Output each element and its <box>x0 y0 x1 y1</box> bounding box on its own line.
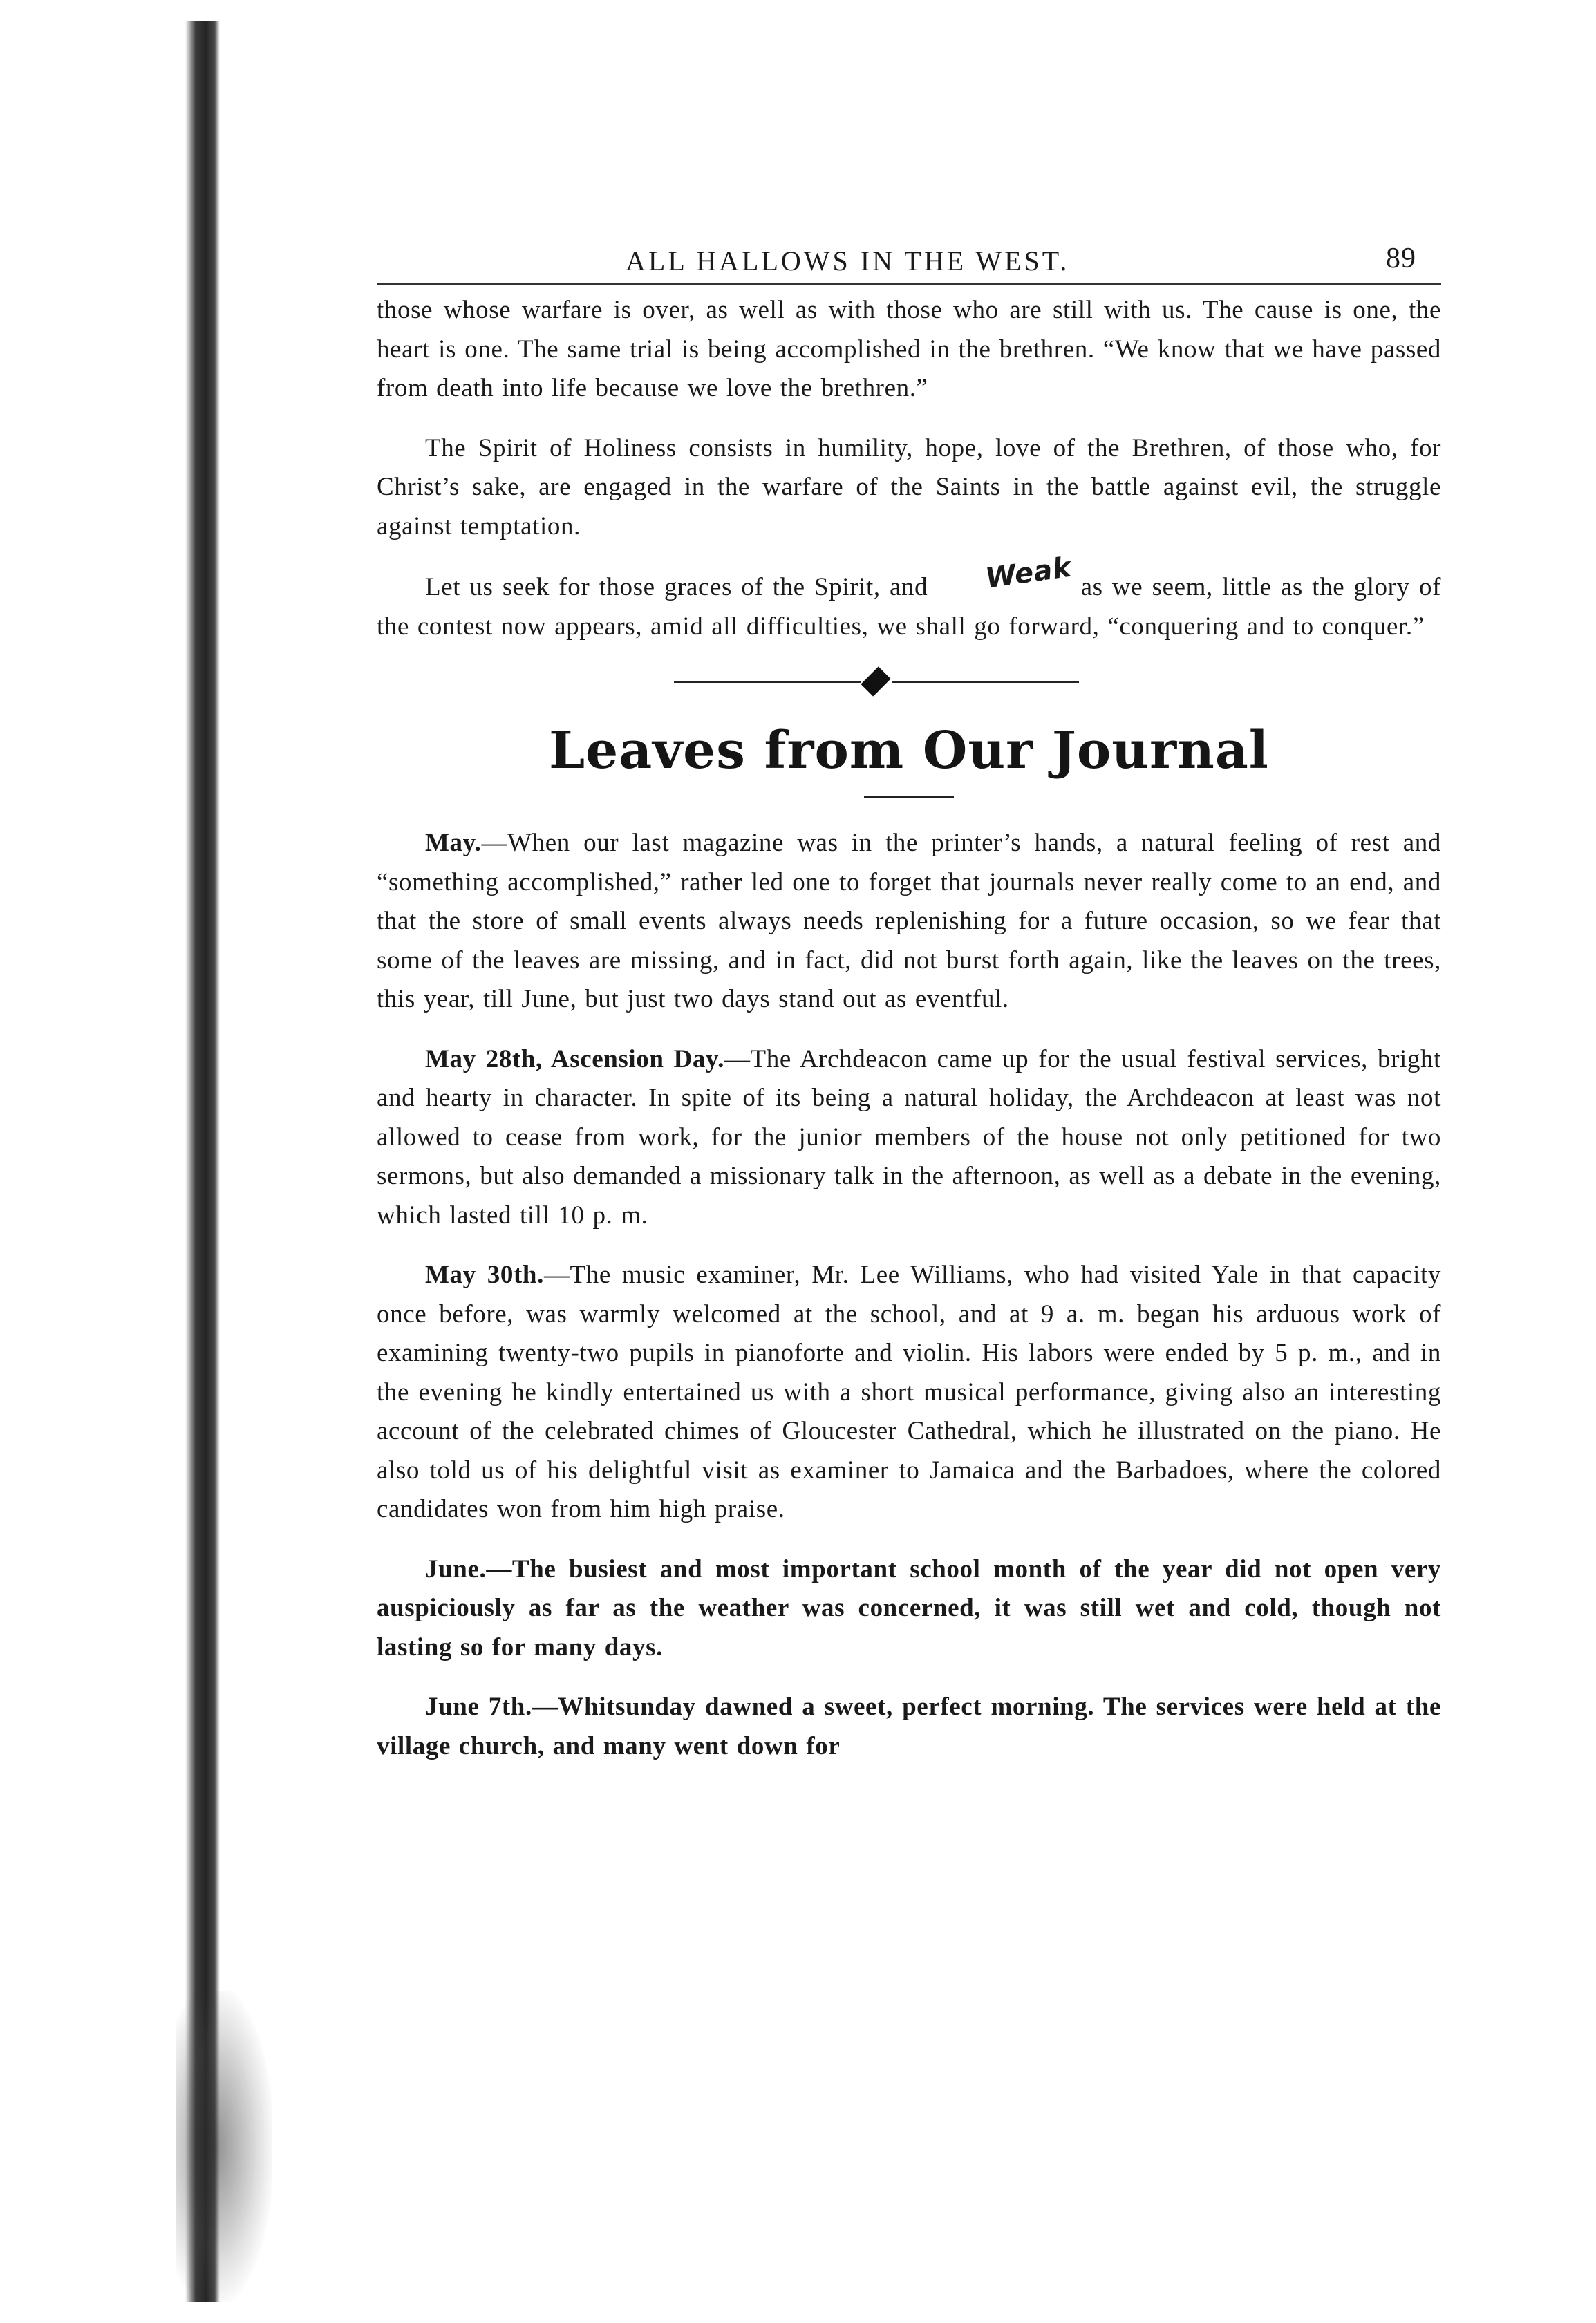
journal-entry-june-7 <box>377 1688 1441 1766</box>
intro-paragraph-1: those whose warfare is over, as well as with those who are still with us. The cause is one, the heart is one. The same trial is being accomplished in the brethren. “We know that we have passed from death into life because we love the brethren.” <box>377 296 1441 402</box>
section-divider-ornament <box>377 661 1441 703</box>
intro-paragraph-2: The Spirit of Holiness consists in humility, hope, love of the Brethren, of those who, for Christ’s sake, are engaged in the warfare of the Saints in the battle against evil, the struggle against temptation. <box>377 433 1441 540</box>
entry-date: May 30th. <box>425 1261 544 1289</box>
journal-entry-may-28 <box>377 1040 1441 1236</box>
journal-entry-may-30 <box>377 1256 1441 1530</box>
entry-text: —The busiest and most important school month of the year did not open very auspiciously as far as the weather was concerned, it was still wet and cold, though not lasting so for many days. <box>377 1554 1441 1662</box>
entry-text: —The Archdeacon came up for the usual festival services, bright and hearty in character. In spite of its being a natural holiday, the Archdeacon at least was not allowed to cease from work, for the junior members of the house not only petitioned for two sermons, but also demanded a missionary talk in the afternoon, as well as a debate in the evening, which lasted till 10 p. m. <box>377 1044 1441 1230</box>
entry-date: May 28th, Ascension Day. <box>425 1044 724 1073</box>
page-content <box>377 235 1441 1766</box>
journal-entry-may <box>377 824 1441 1019</box>
page-number: 89 <box>1386 243 1416 274</box>
binding-shadow <box>185 21 220 2302</box>
section-title: Leaves from Our Journal <box>549 721 1269 780</box>
entry-date: June. <box>425 1554 487 1583</box>
intro-paragraph-3-end: as we seem, little as the glory of the contest now appears, amid all difficulties, we shall go forward, “conquering and to conquer.” <box>377 573 1441 641</box>
running-head <box>377 235 1441 285</box>
intro-paragraph-3-start: Let us seek for those graces of the Spirit, and <box>425 573 937 601</box>
diamond-ornament-icon <box>861 666 890 696</box>
journal-entry-june <box>377 1550 1441 1668</box>
running-title: ALL HALLOWS IN THE WEST. <box>626 245 1070 276</box>
entry-text: —When our last magazine was in the printer’s hands, a natural feeling of rest and “something accomplished,” rather led one to forget that journals never really come to an end, and that the store of small events always needs replenishing for a future occasion, so we fear that some of the leaves are missing, and in fact, did not burst forth again, like the leaves on the trees, this year, till June, but just two days stand out as eventful. <box>377 829 1441 1013</box>
divider-line-right <box>892 681 1079 683</box>
entry-date: May. <box>425 829 482 857</box>
divider-line-left <box>674 681 861 683</box>
title-rule <box>864 796 954 798</box>
intro-paragraph-3 <box>377 551 1441 646</box>
entry-text: —Whitsunday dawned a sweet, perfect morning. The services were held at the village church, and many went down for <box>377 1693 1441 1760</box>
entry-date: June 7th. <box>425 1693 532 1721</box>
entry-text: —The music examiner, Mr. Lee Williams, who had visited Yale in that capacity once before, was warmly welcomed at the school, and at 9 a. m. began his arduous work of examining twenty-two pupils in pianoforte and violin. His labors were ended by 5 p. m., and in the evening he kindly entertained us with a short musical performance, giving also an interesting account of the celebrated chimes of Gloucester Cathedral, which he illustrated on the piano. He also told us of his delightful visit as examiner to Jamaica and the Barbadoes, where the colored candidates won from him high praise. <box>377 1261 1441 1523</box>
handwritten-correction: Weak <box>983 551 1073 595</box>
